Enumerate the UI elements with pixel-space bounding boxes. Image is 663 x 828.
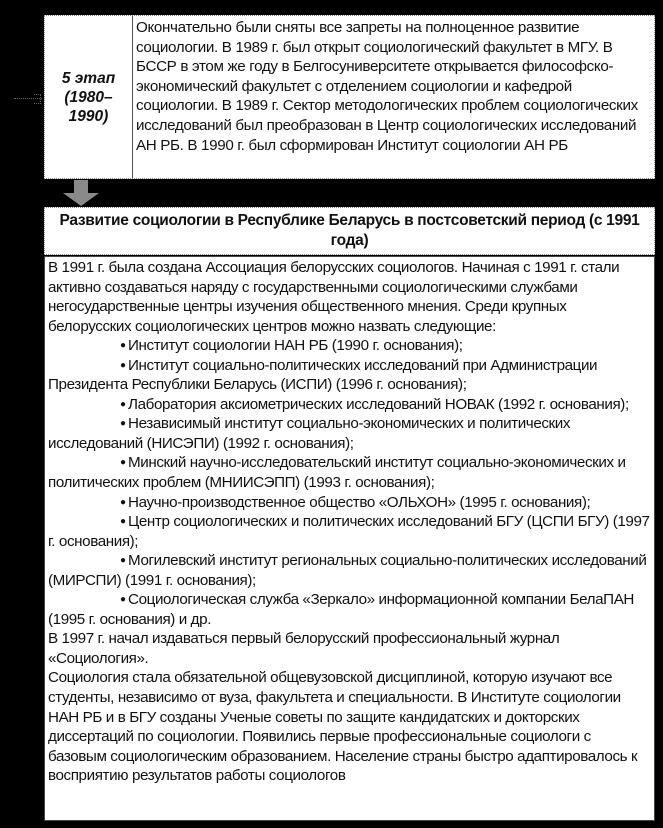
stage-years-end: 1990) <box>68 107 109 125</box>
intro-paragraph: В 1991 г. была создана Ассоциация белорусских социологов. Начиная с 1991 г. стали активно создаваться наряду с государственными социологическими службами негосударственные центры изучения общественного мнения. Среди крупных белорусских социологических центров можно назвать следующие: <box>48 259 620 335</box>
down-arrow-icon <box>74 180 88 193</box>
connector-arrow-icon <box>34 94 41 104</box>
center-item: ● Минский научно-исследовательский институт социально-экономических и политических проблем (МНИИСЭПП) (1993 г. основания); <box>48 453 650 492</box>
center-item: ● Лаборатория аксиометрических исследований НОВАК (1992 г. основания); <box>48 395 650 415</box>
center-item: ● Институт социально-политических исследований при Администрации Президента Республики Беларусь (ИСПИ) (1996 г. основания); <box>48 356 650 395</box>
stage-5-box <box>44 15 655 179</box>
center-item: ● Центр социологических и политических исследований БГУ (ЦСПИ БГУ) (1997 г. основания); <box>48 512 650 551</box>
center-item: ● Могилевский институт региональных социально-политических исследований (МИРСПИ) (1991 г. основания); <box>48 551 650 590</box>
center-item: ● Институт социологии НАН РБ (1990 г. основания); <box>48 336 650 356</box>
section-title: Развитие социологии в Республике Беларусь в постсоветский период (с 1991 года) <box>44 207 655 255</box>
conclusion-paragraph: Социология стала обязательной общевузовской дисциплиной, которую изучают все студенты, независимо от вуза, факультета и специальности. В Институте социологии НАН РБ и в БГУ созданы Ученые советы по защите кандидатских и докторских диссертаций по социологии. Появились первые профессиональные социологи с базовым социологическим образованием. Население страны быстро адаптировалось к восприятию результатов работы социологов <box>48 669 638 785</box>
section-body <box>44 256 655 821</box>
center-item: ● Независимый институт социально-экономических и политических исследований (НИСЭПИ) (1992 г. основания); <box>48 414 650 453</box>
stage-number: 5 этап <box>61 69 116 87</box>
center-item: ● Научно-производственное общество «ОЛЬХОН» (1995 г. основания); <box>48 493 650 513</box>
down-arrow-head-icon <box>63 193 99 206</box>
stage-label <box>45 16 133 178</box>
stage-years-start: (1980– <box>64 88 113 106</box>
center-item: ● Социологическая служба «Зеркало» информационной компании БелаПАН (1995 г. основания) и др. <box>48 590 650 629</box>
stage-description: Окончательно были сняты все запреты на полноценное развитие социологии. В 1989 г. был открыт социологический факультет в МГУ. В БССР в этом же году в Белгосуниверситете открывается философско-экономический факультет с отделением социологии и кафедрой социологии. В 1989 г. Сектор методологических проблем социологических исследований был преобразован в Центр социологических исследований АН РБ. В 1990 г. был сформирован Институт социологии АН РБ <box>136 19 638 154</box>
journal-paragraph: В 1997 г. начал издаваться первый белорусский профессиональный журнал «Социология». <box>48 630 560 667</box>
